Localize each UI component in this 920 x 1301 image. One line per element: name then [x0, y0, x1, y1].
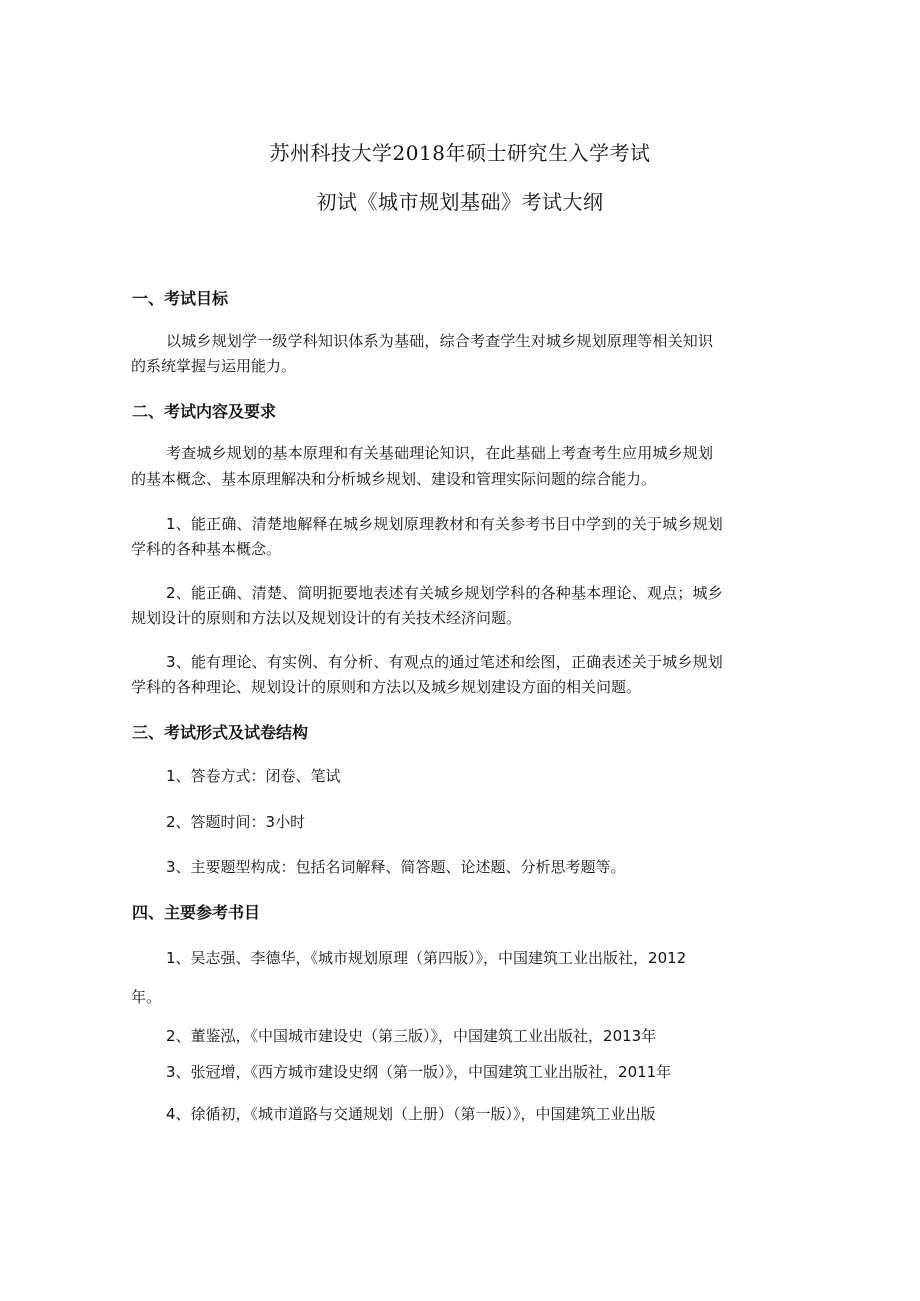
reference-1-line-1: 1、吴志强、李德华，《城市规划原理（第四版）》，中国建筑工业出版社，2012	[166, 949, 687, 967]
content-paragraph-line-1: 考查城乡规划的基本原理和有关基础理论知识，在此基础上考查考生应用城乡规划	[166, 444, 714, 462]
goal-paragraph-line-1: 以城乡规划学一级学科知识体系为基础，综合考查学生对城乡规划原理等相关知识	[166, 332, 714, 350]
section-heading-exam-content: 二、考试内容及要求	[132, 402, 277, 421]
content-item-1-line-1: 1、能正确、清楚地解释在城乡规划原理教材和有关参考书目中学到的关于城乡规划	[166, 515, 723, 533]
format-item-3: 3、主要题型构成：包括名词解释、简答题、论述题、分析思考题等。	[166, 858, 626, 876]
format-item-1: 1、答卷方式：闭卷、笔试	[166, 767, 341, 785]
section-heading-exam-goal: 一、考试目标	[132, 289, 229, 308]
content-item-2-line-2: 规划设计的原则和方法以及规划设计的有关技术经济问题。	[131, 609, 522, 627]
document-title-line-1: 苏州科技大学2018年硕士研究生入学考试	[269, 141, 651, 165]
content-paragraph-line-2: 的基本概念、基本原理解决和分析城乡规划、建设和管理实际问题的综合能力。	[131, 470, 657, 488]
goal-paragraph-line-2: 的系统掌握与运用能力。	[131, 357, 297, 375]
content-item-3-line-2: 学科的各种理论、规划设计的原则和方法以及城乡规划建设方面的相关问题。	[131, 678, 642, 696]
document-title-line-2: 初试《城市规划基础》考试大纲	[316, 190, 604, 214]
content-item-1-line-2: 学科的各种基本概念。	[131, 540, 282, 558]
section-heading-references: 四、主要参考书目	[132, 903, 261, 922]
reference-2: 2、董鉴泓，《中国城市建设史（第三版）》，中国建筑工业出版社，2013年	[166, 1027, 657, 1045]
reference-3: 3、张冠增，《西方城市建设史纲（第一版）》，中国建筑工业出版社，2011年	[166, 1063, 672, 1081]
reference-4: 4、徐循初，《城市道路与交通规划（上册）（第一版）》，中国建筑工业出版	[166, 1105, 656, 1123]
reference-1-line-2: 年。	[131, 988, 162, 1006]
content-item-2-line-1: 2、能正确、清楚、简明扼要地表述有关城乡规划学科的各种基本理论、观点；城乡	[166, 584, 723, 602]
format-item-2: 2、答题时间：3小时	[166, 813, 306, 831]
content-item-3-line-1: 3、能有理论、有实例、有分析、有观点的通过笔述和绘图，正确表述关于城乡规划	[166, 653, 723, 671]
section-heading-exam-format: 三、考试形式及试卷结构	[132, 723, 309, 742]
